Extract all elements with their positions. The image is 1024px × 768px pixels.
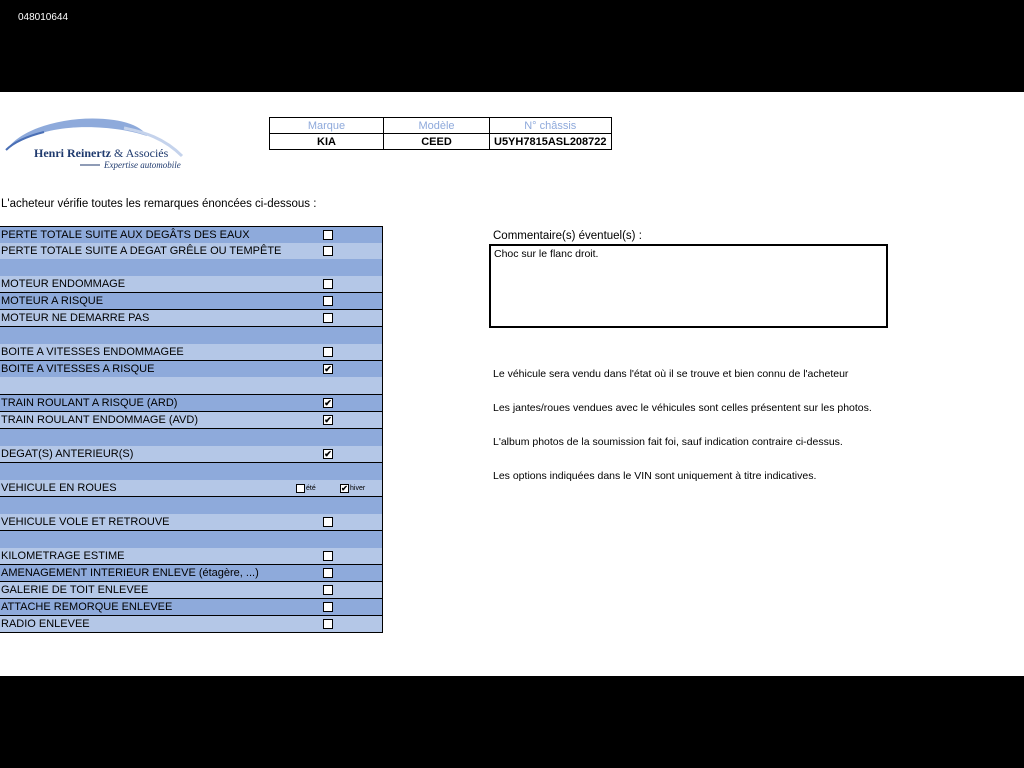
checklist-row: AMENAGEMENT INTERIEUR ENLEVE (étagère, ...) [0, 564, 382, 581]
company-logo [4, 116, 194, 172]
checklist-row: TRAIN ROULANT ENDOMMAGE (AVD) ✔ [0, 411, 382, 428]
checkbox[interactable] [323, 602, 333, 612]
value-marque: KIA [270, 134, 384, 150]
spacer-row [0, 496, 382, 514]
spacer-row [0, 377, 382, 394]
checklist-row: PERTE TOTALE SUITE AUX DEGÂTS DES EAUX [0, 227, 382, 243]
vehicle-info-table [269, 117, 612, 150]
checklist-row: MOTEUR A RISQUE [0, 292, 382, 309]
checkbox[interactable] [323, 246, 333, 256]
document-id: 048010644 [18, 12, 69, 23]
spacer-row [0, 428, 382, 446]
checkbox[interactable] [323, 313, 333, 323]
label-hiver: hiver [350, 485, 366, 492]
checkbox[interactable] [323, 551, 333, 561]
checkbox[interactable] [323, 568, 333, 578]
checklist-row: ATTACHE REMORQUE ENLEVEE [0, 598, 382, 615]
header-chassis: N° châssis [490, 118, 612, 134]
spacer-row [0, 462, 382, 480]
checkbox-ete[interactable] [296, 484, 305, 493]
checklist-row: MOTEUR NE DEMARRE PAS [0, 309, 382, 326]
checkbox[interactable] [323, 279, 333, 289]
checkbox-hiver[interactable]: ✔ [341, 484, 348, 493]
damage-checklist [0, 226, 383, 633]
intro-text: L'acheteur vérifie toutes les remarques énoncées ci-dessous : [1, 198, 317, 210]
checklist-row: MOTEUR ENDOMMAGE [0, 276, 382, 292]
header-modele: Modèle [384, 118, 490, 134]
checklist-row: VEHICULE VOLE ET RETROUVE [0, 514, 382, 530]
value-chassis: U5YH7815ASL208722 [490, 134, 612, 150]
checklist-row: TRAIN ROULANT A RISQUE (ARD) ✔ [0, 394, 382, 411]
checklist-row: BOITE A VITESSES ENDOMMAGEE [0, 344, 382, 360]
label-ete: été [306, 485, 316, 492]
inspection-sheet [0, 92, 1024, 676]
checkbox[interactable] [323, 517, 333, 527]
note-4: Les options indiquées dans le VIN sont uniquement à titre indicatives. [493, 470, 817, 482]
note-3: L'album photos de la soumission fait foi, sauf indication contraire ci-dessus. [493, 436, 843, 448]
checkbox[interactable] [323, 585, 333, 595]
spacer-row [0, 259, 382, 276]
spacer-row [0, 326, 382, 344]
checkbox[interactable]: ✔ [324, 398, 332, 408]
spacer-row [0, 530, 382, 548]
checkbox[interactable] [323, 230, 333, 240]
checklist-row: GALERIE DE TOIT ENLEVEE [0, 581, 382, 598]
checklist-row: BOITE A VITESSES A RISQUE ✔ [0, 360, 382, 377]
logo-tagline: Expertise automobile [104, 160, 181, 170]
checklist-row: DEGAT(S) ANTERIEUR(S) ✔ [0, 446, 382, 462]
checkbox[interactable]: ✔ [324, 364, 332, 374]
checklist-row: RADIO ENLEVEE [0, 615, 382, 632]
checklist-row: KILOMETRAGE ESTIME [0, 548, 382, 564]
note-2: Les jantes/roues vendues avec le véhicules sont celles présentent sur les photos. [493, 402, 872, 414]
comment-textbox[interactable]: Choc sur le flanc droit. [489, 244, 888, 328]
checkbox[interactable] [323, 619, 333, 629]
checkbox[interactable] [323, 296, 333, 306]
value-modele: CEED [384, 134, 490, 150]
checklist-row-wheels: VEHICULE EN ROUES été ✔ hiver [0, 480, 382, 496]
comment-title: Commentaire(s) éventuel(s) : [493, 230, 642, 242]
logo-name: Henri Reinertz & Associés [34, 146, 169, 160]
checkbox[interactable] [323, 347, 333, 357]
checkbox[interactable]: ✔ [324, 415, 332, 425]
note-1: Le véhicule sera vendu dans l'état où il se trouve et bien connu de l'acheteur [493, 368, 849, 380]
header-marque: Marque [270, 118, 384, 134]
checklist-row: PERTE TOTALE SUITE A DEGAT GRÊLE OU TEMPÊTE [0, 243, 382, 259]
checkbox[interactable]: ✔ [324, 449, 332, 459]
